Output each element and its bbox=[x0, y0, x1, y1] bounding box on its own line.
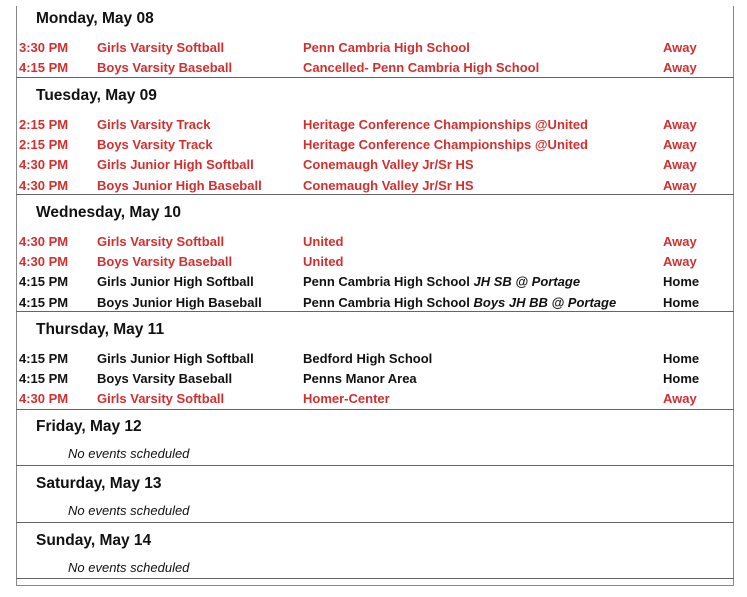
day-divider bbox=[16, 77, 734, 78]
no-events-text: No events scheduled bbox=[68, 446, 190, 461]
event-time: 4:15 PM bbox=[19, 274, 69, 290]
event-opponent-cell bbox=[303, 117, 588, 132]
event-opponent: Bedford High School bbox=[303, 351, 433, 366]
event-team: Girls Junior High Softball bbox=[97, 274, 254, 290]
event-location: Away bbox=[663, 177, 697, 193]
event-note: Boys JH BB @ Portage bbox=[473, 294, 617, 310]
event-row bbox=[0, 40, 747, 60]
event-time: 4:30 PM bbox=[19, 177, 69, 193]
event-opponent-cell bbox=[303, 40, 470, 55]
event-opponent: Homer-Center bbox=[303, 391, 390, 407]
day-title-saturday: Saturday, May 13 bbox=[36, 475, 162, 492]
event-time: 3:30 PM bbox=[19, 40, 69, 55]
event-opponent: Penn Cambria High School bbox=[303, 294, 470, 310]
event-team: Boys Junior High Baseball bbox=[97, 294, 262, 310]
event-row bbox=[0, 351, 747, 371]
event-time: 4:15 PM bbox=[19, 294, 69, 310]
day-divider bbox=[16, 465, 734, 466]
day-title-monday: Monday, May 08 bbox=[36, 10, 154, 27]
event-location: Away bbox=[663, 254, 697, 270]
event-location: Away bbox=[663, 40, 697, 55]
event-team: Girls Varsity Track bbox=[97, 117, 211, 132]
no-events-text: No events scheduled bbox=[68, 503, 190, 518]
day-divider bbox=[16, 522, 734, 523]
event-opponent-cell bbox=[303, 178, 474, 193]
event-opponent-cell bbox=[303, 157, 474, 172]
event-time: 4:15 PM bbox=[19, 60, 69, 76]
event-team: Boys Varsity Baseball bbox=[97, 371, 233, 387]
event-team: Boys Varsity Baseball bbox=[97, 60, 233, 76]
day-divider bbox=[16, 194, 734, 195]
event-time: 4:30 PM bbox=[19, 234, 69, 249]
event-location: Away bbox=[663, 234, 697, 249]
event-location: Away bbox=[663, 137, 697, 153]
event-opponent-cell bbox=[303, 351, 432, 366]
event-time: 4:15 PM bbox=[19, 351, 69, 366]
event-opponent-cell bbox=[303, 254, 343, 269]
event-opponent-cell bbox=[303, 137, 588, 152]
event-location: Away bbox=[663, 157, 697, 173]
event-opponent-cell bbox=[303, 391, 390, 406]
event-opponent: United bbox=[303, 254, 344, 270]
day-divider bbox=[16, 311, 734, 312]
event-note: JH SB @ Portage bbox=[473, 274, 581, 290]
event-team: Girls Junior High Softball bbox=[97, 157, 254, 173]
event-team: Boys Varsity Track bbox=[97, 137, 213, 153]
event-team: Girls Varsity Softball bbox=[97, 40, 225, 55]
event-opponent: Penn Cambria High School bbox=[303, 274, 470, 290]
event-opponent: Penn Cambria High School bbox=[303, 40, 470, 55]
event-row bbox=[0, 371, 747, 391]
event-opponent: Heritage Conference Championships @United bbox=[303, 117, 588, 132]
event-row bbox=[0, 274, 747, 294]
event-team: Boys Varsity Baseball bbox=[97, 254, 233, 270]
event-row bbox=[0, 234, 747, 254]
event-opponent-cell bbox=[303, 234, 343, 249]
event-opponent: Heritage Conference Championships @United bbox=[303, 137, 588, 153]
day-title-sunday: Sunday, May 14 bbox=[36, 532, 152, 549]
event-row bbox=[0, 117, 747, 137]
no-events-text: No events scheduled bbox=[68, 560, 190, 575]
event-opponent-cell bbox=[303, 295, 616, 310]
event-row bbox=[0, 254, 747, 274]
event-opponent: Conemaugh Valley Jr/Sr HS bbox=[303, 177, 474, 193]
event-opponent: Penns Manor Area bbox=[303, 371, 417, 387]
event-time: 2:15 PM bbox=[19, 137, 69, 153]
event-opponent-cell bbox=[303, 60, 539, 75]
event-team: Girls Varsity Softball bbox=[97, 391, 225, 407]
event-opponent: United bbox=[303, 234, 344, 249]
event-opponent-cell bbox=[303, 274, 580, 289]
event-time: 4:15 PM bbox=[19, 371, 69, 387]
event-opponent-cell bbox=[303, 371, 417, 386]
day-title-thursday: Thursday, May 11 bbox=[36, 321, 165, 338]
event-row bbox=[0, 157, 747, 177]
event-location: Away bbox=[663, 391, 697, 407]
event-team: Girls Junior High Softball bbox=[97, 351, 254, 366]
event-location: Home bbox=[663, 371, 700, 387]
event-team: Boys Junior High Baseball bbox=[97, 177, 262, 193]
event-location: Away bbox=[663, 117, 697, 132]
event-location: Home bbox=[663, 351, 700, 366]
event-opponent: Conemaugh Valley Jr/Sr HS bbox=[303, 157, 474, 173]
event-row bbox=[0, 137, 747, 157]
event-team: Girls Varsity Softball bbox=[97, 234, 225, 249]
event-location: Home bbox=[663, 294, 700, 310]
event-time: 2:15 PM bbox=[19, 117, 69, 132]
event-location: Away bbox=[663, 60, 697, 76]
event-time: 4:30 PM bbox=[19, 157, 69, 173]
day-divider bbox=[16, 578, 734, 579]
event-time: 4:30 PM bbox=[19, 391, 69, 407]
day-title-wednesday: Wednesday, May 10 bbox=[36, 204, 182, 221]
event-time: 4:30 PM bbox=[19, 254, 69, 270]
event-opponent: Cancelled- Penn Cambria High School bbox=[303, 60, 540, 76]
day-title-friday: Friday, May 12 bbox=[36, 418, 142, 435]
event-location: Home bbox=[663, 274, 700, 290]
day-title-tuesday: Tuesday, May 09 bbox=[36, 87, 157, 104]
day-divider bbox=[16, 409, 734, 410]
